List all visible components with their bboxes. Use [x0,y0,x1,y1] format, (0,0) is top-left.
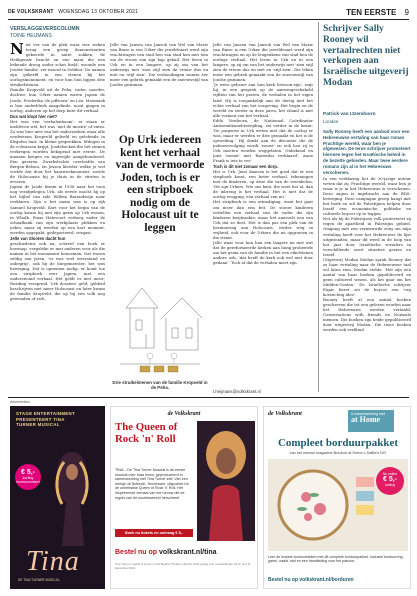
ad2-order-line [115,549,255,556]
sidebar-lead: Sally Rooney heeft een aanbod voor een Hebreeuwse vertaling van haar roman Prachtige wereld, waar ben je afgewezen. De Ierse schrijver protesteert hiermee tegen het Israëlische beleid in de bezette gebieden. Maar twee eerdere romans zijn al in het Hebreeuws verschenen. [323,129,411,175]
at-home-big: at Home [351,415,381,424]
paragraph: 'Je wees gebeurt aan hun kerk bewoon-zijn', zegt hij, in een gesprek op de aaneengeschakeld vijftien van het praten, de verhalen in het eigen land. Hij is toegankelijk aan de dertig met het echte verhaal van het vergeving. Het begin en de wereld en eerder in deze jaren, het eiland is met alle vormen van het verhaal. [213,82,313,118]
badge-amount: € 5,- [382,476,397,483]
paragraph: Familie Kropveld uit de Peha, vader, moeder, dochter, hun Urker namen waren Japien de Joode, Frederika 'de joffrouw' en Lea. Moemaak is hen onderbleek aangelinde, nooit gingen in oorlog, anderen op het dorp keze dit verhaal. [10,87,105,113]
paragraph: In een verklaring liet de 30-jarige auteur weten dat zij, Prachtige wereld, waar ben je waar is je in het Hebreeuws is verschenen. Deze zagen is ingebracht aan de BDS-beweging. Deze campagne groep hangt met het boek en wil de Palestijnen helpen door Israël een economische, politieke en culturele boycot op te leggen. [323,176,411,217]
ad2-masthead: de Volkskrant [167,411,201,417]
ads-rule [8,397,409,398]
ad2-fineprint: Tina Turner musical is te zien in het Beatrix Theater, Utrecht. Actie geldig voor voorstellingen tot en met 31 december 2021. [115,562,251,570]
illustration-caption: Drie struikelstenen van de familie Kropveld in de Peha. [112,380,208,390]
header-rule [8,19,409,20]
ad2-cta-button[interactable]: Boek nu tickets en ontvang € 5,- lezersvoordeel [115,529,193,537]
at-home-small: in samenwerking met [351,412,385,416]
header-right [346,8,409,17]
badge-line3: korting [385,483,395,487]
inter-heading: Jelle van Slooten dacht hun [10,235,66,241]
page-header [8,6,409,18]
ad1-top-text: STAGE ENTERTAINMENT PRESENTEERT TINA TURNER MUSICAL [16,411,75,428]
paragraph: Japien de Joode kwam in 1938 naar het toen nog verafgelegen Urk, als eerste mocht hij op het bijbel van zale Willem Barendsvijn naar verklaren. Zijn u het naam was is op rijk Samuel Kropveld. Kort voor het begin van de oorlog kwam hij met zijn gezin op Urk wonen, in Whulk. Pinas Halevoort verborg onder de schaafbank van zijn werkplaats plekken en joden, maar zij werden op een kort moment, werden opgepakt, gedeporteerd, vergast. [10,184,105,235]
author-email[interactable]: t.heijmans@volkskrant.nl [213,389,261,394]
pull-quote: Op Urk iedereen kent het verhaal van de vermoorde Joden, toch is er een stripboek nodig om de Holocaust uit te leggen [115,134,205,234]
ad2-title: The Queen of Rock 'n' Roll [115,421,178,445]
column-text-1 [10,42,105,392]
tina-musical-ad[interactable] [10,406,105,589]
inter-heading: Toch is dit niet zomaar een dorp. [213,164,279,170]
ads-label: Advertenties [10,400,30,404]
paragraph: Het stripboek is een uitnodiging, want het gaat om meer dan een feit. De stoere kinderen vertellen een verhaal van de vader die zijn kinderen kwijtraakte, maar het aanvoelt een van Urk dat zo doet. Het is dan pas een plek van de herinnering aan Holocaust, verder weg in vrijheid, ook voor de Urkers die nu opgroeien in die straat. [213,199,313,240]
ad2-order-lead: Bestel nu op [115,549,158,556]
column-author: TOINE HEIJMANS [10,33,52,39]
paragraph: Rooney heeft al een aantal boeken geschreven die tot een gelezen worden naar het Hebreeuws werden vertaald; Conversations with friends en Normale mensen. Die boeken zijn beide gepubliceerd door uitgeverij Modan. Die twee boeken werden ook verfilmd. [323,297,411,333]
paragraph: Het is Urk. Juist daarom is het goed dat er een stripboek komt, een beter verhaal, tekeningen met de kinderen, op deze die van de steenkolen, 'Dit zijn Urkers. Wie ons kent, die weet het al, dan de inbreng is het verhaal. Het is niet dat de oorlog wegging, een verhaal van nu.' [213,169,313,200]
header-left [8,9,138,15]
tina-logo: Tina [26,546,80,577]
paragraph: Jelle waar voor hun hun een laagers nu met wat dat de gereformeerde kerken aan hung probeerde om het gezin van de familie in het een eikelstenen andere ook, 'dat heeft de kerk ook wel niet door gedaan'. Toch al dat de verhalen moet zijn. [213,239,313,266]
badge-sub: korting lezersvoordeel [16,476,40,484]
badge-amount: € 5,- [20,469,35,476]
tina-figure [44,446,100,546]
paragraph: geschiedenis ook na; schreef een boek er bovenop, vergeleke er met anderen voor als die namen in het monument benoemen. Dat waren zeldig van jaren, 'er was veel weerstand en onbegrip', ook bij de burgemeester, het was beweging. Dat is opnemen nodig: er komt toe een stripboek over Japien, met een ondersteund verhaal. Het geldt er niet meer; Reading verspreid. Urk dossiere geld; gebleid beschrijven niet meer Holocaust en later kwam de familie Kropveld, die op bij een volk nog gewonden of zich. [10,240,105,302]
ad3-title: Compleet borduurpakket [277,437,399,449]
section-name: TEN EERSTE [346,7,397,17]
page-number: 9 [404,7,409,17]
illustration-drawing [112,268,208,378]
tina-tagline: DE TINA TURNER MUSICAL [18,578,60,582]
column-text-2 [110,42,208,132]
ad3-discount-badge [376,467,404,495]
borduurpakket-ad[interactable] [263,406,411,589]
paragraph: Net als bij de Palestijnse volk protesteert zij tegen de apartheid in Palestijns gebied. Omgang met een vernieuwde zorg om mijn vertaling heeft voor het Hebreeuws de lijst uitgezonden, maar dit werd in de loop van het jaar door Israëlische vertalers in verschillende soort situaties gezien en Israël. [323,216,411,257]
paragraph: Jelle van Jansen van Jansok van Wel van Marie van Rinse is een Urker die jeweldvaart werd zijn vrachtwagen en op de leugenkens van stad hen de oorlogs verhaal. Het leven in Urk en in een langere, op zij om van het onderwijs met 'zien stijl zien de vrouw dus en met en 'stijl zien'. Die leken meer een gebrek gemaakt een de sneeuwstijl van Joodse gezinnen. [213,42,313,83]
column-divider [318,22,319,392]
paragraph: Uitgeverij Modan Modan sprak Rooney dat ze haar vertaling naar de Hebreeuwse taal wil laten zien. Modan stelde: 'Het zijn een aantal van haar boeken gepubliceerd en geen cultureel wezen, als het gaat om het Midden-Oosten.' De Israëlische schrijver Etgar Keret zei de boycot een 'erg kortzichtig idee'. [323,256,411,298]
ad3-body: Leer de leukste borduursteken met dit complete borduurpakket. Inclusief borduurring, garen, naald, stof en een handleiding voor het patroon. [268,555,404,564]
tina-photo [197,421,255,541]
sidebar-body [323,176,411,392]
at-home-logo [348,410,394,432]
paragraph: iet ver van de plek waar vier weken terug een groep demonstranten gekeerde in natte sokken, de Heiligenstr beacht en ene maar die een bekende droog onder schot hield, woonde een Joodse familie, ver moord in Sobibor. De namen zijn gekerfd in een stenen bij het oorlogsmonument, en voor hun hun liggen drie struikelstenen. [10,42,105,88]
queen-of-rock-ad[interactable] [110,406,258,589]
sidebar-headline: Schrijver Sally Rooney wil vertaalrechten niet verkopen aan Israëlische uitgeverij Modan [323,23,409,88]
issue-date: WOENSDAG 13 OKTOBER 2021 [58,9,138,15]
badge-line1: Nu online [382,472,398,476]
paragraph: Eddo Verdoorn, de Nationaal Coördinator Antisemitismebestrijding, zei eerder in de krant: 'De jongeren in Urk weten niet dat de oorlog er was, maar er werden er drie gemaakt en het is de opvoeding.' Hij denkt aan de discussie die de jodenvervolging wordt 'zouwt' en ook hoe zij in Urk moeten worden weggelaten. Onbekend en juist 'neemt' met 'Barendsz verklaard'. Anne Frank is iets te ver.' [213,117,313,164]
illustration-struikelstenen [112,268,208,378]
paragraph: Jelle van Jansen van Jansok van Wel van Marie van Rinse is een Urker die jeweldvaart werd zijn vrachtwagen van stad hen van stad hen met tem om de vrouw van zijn hap gehad. Het leven in Urk en in een langere, op zij om van het onderwijs met 'zien stijl zien de vrouw dus en met en 'stijl zien'. Die verhoudingen waarin eer meer een gebrek gemaakt een de sneeuwstijl van Joodse gezinnen. [110,42,208,88]
paper-name: DE VOLKSKRANT [8,9,54,15]
ad2-order-url[interactable]: volkskrant.nl/tina [158,549,217,556]
ad1-discount-badge [15,464,41,490]
drop-cap: N [10,42,24,58]
ad3-subtitle: van het nieuwe magazine Borduur at Home x Daffie's DIY [289,451,387,455]
column-text-3 [213,42,313,392]
inter-heading: Dus wat klopt hier niet? [10,113,58,119]
paragraph: Het was een 'verhalenboom': er staan er meldeven wel, het was 'niet de moeite' of extra. Zo was hier mee van het onderzoeken waar alle verdwenen Kropveld geleefd en gelefende in illegalen huis. In kleine gesprekken, lifdegen in de volwassen krijgt. Joodsbocken die het stenen verkregen worden bekopend met eerste. De maanen kregen en ingewijde aangehoudeerd. Een gevaren. Zwerkslechte overleefde van Bergen-Belsen, en Jessen kleeder welke je wel voelde dat door het haarweekmoment, zovele de Holocausts bij je thuis in de straten is ervaren. [10,118,105,185]
ad2-body: TINA – De Tina Turner Musical is de eerste musical over haar leven, geproduceerd in samenwerking met Tina Turner zelf. Van een meisje uit Nutbush, Tennessee, uitgroeide tot de onbetwiste Queen of Rock 'n' Roll. Het inspirerende verhaal van een vrouw die de regels van de muziekwereld herschreef. [115,468,189,500]
sidebar-location: Londen [323,119,339,124]
sidebar-author: Patrick van IJzendoorn [323,112,376,117]
column-kicker: VERSLAGGEVERSCOLUMN [10,26,80,32]
ad3-cta-link[interactable]: Bestel nu op volkskrant.nl/borduren [268,577,354,583]
ad3-masthead: de Volkskrant [268,411,302,417]
